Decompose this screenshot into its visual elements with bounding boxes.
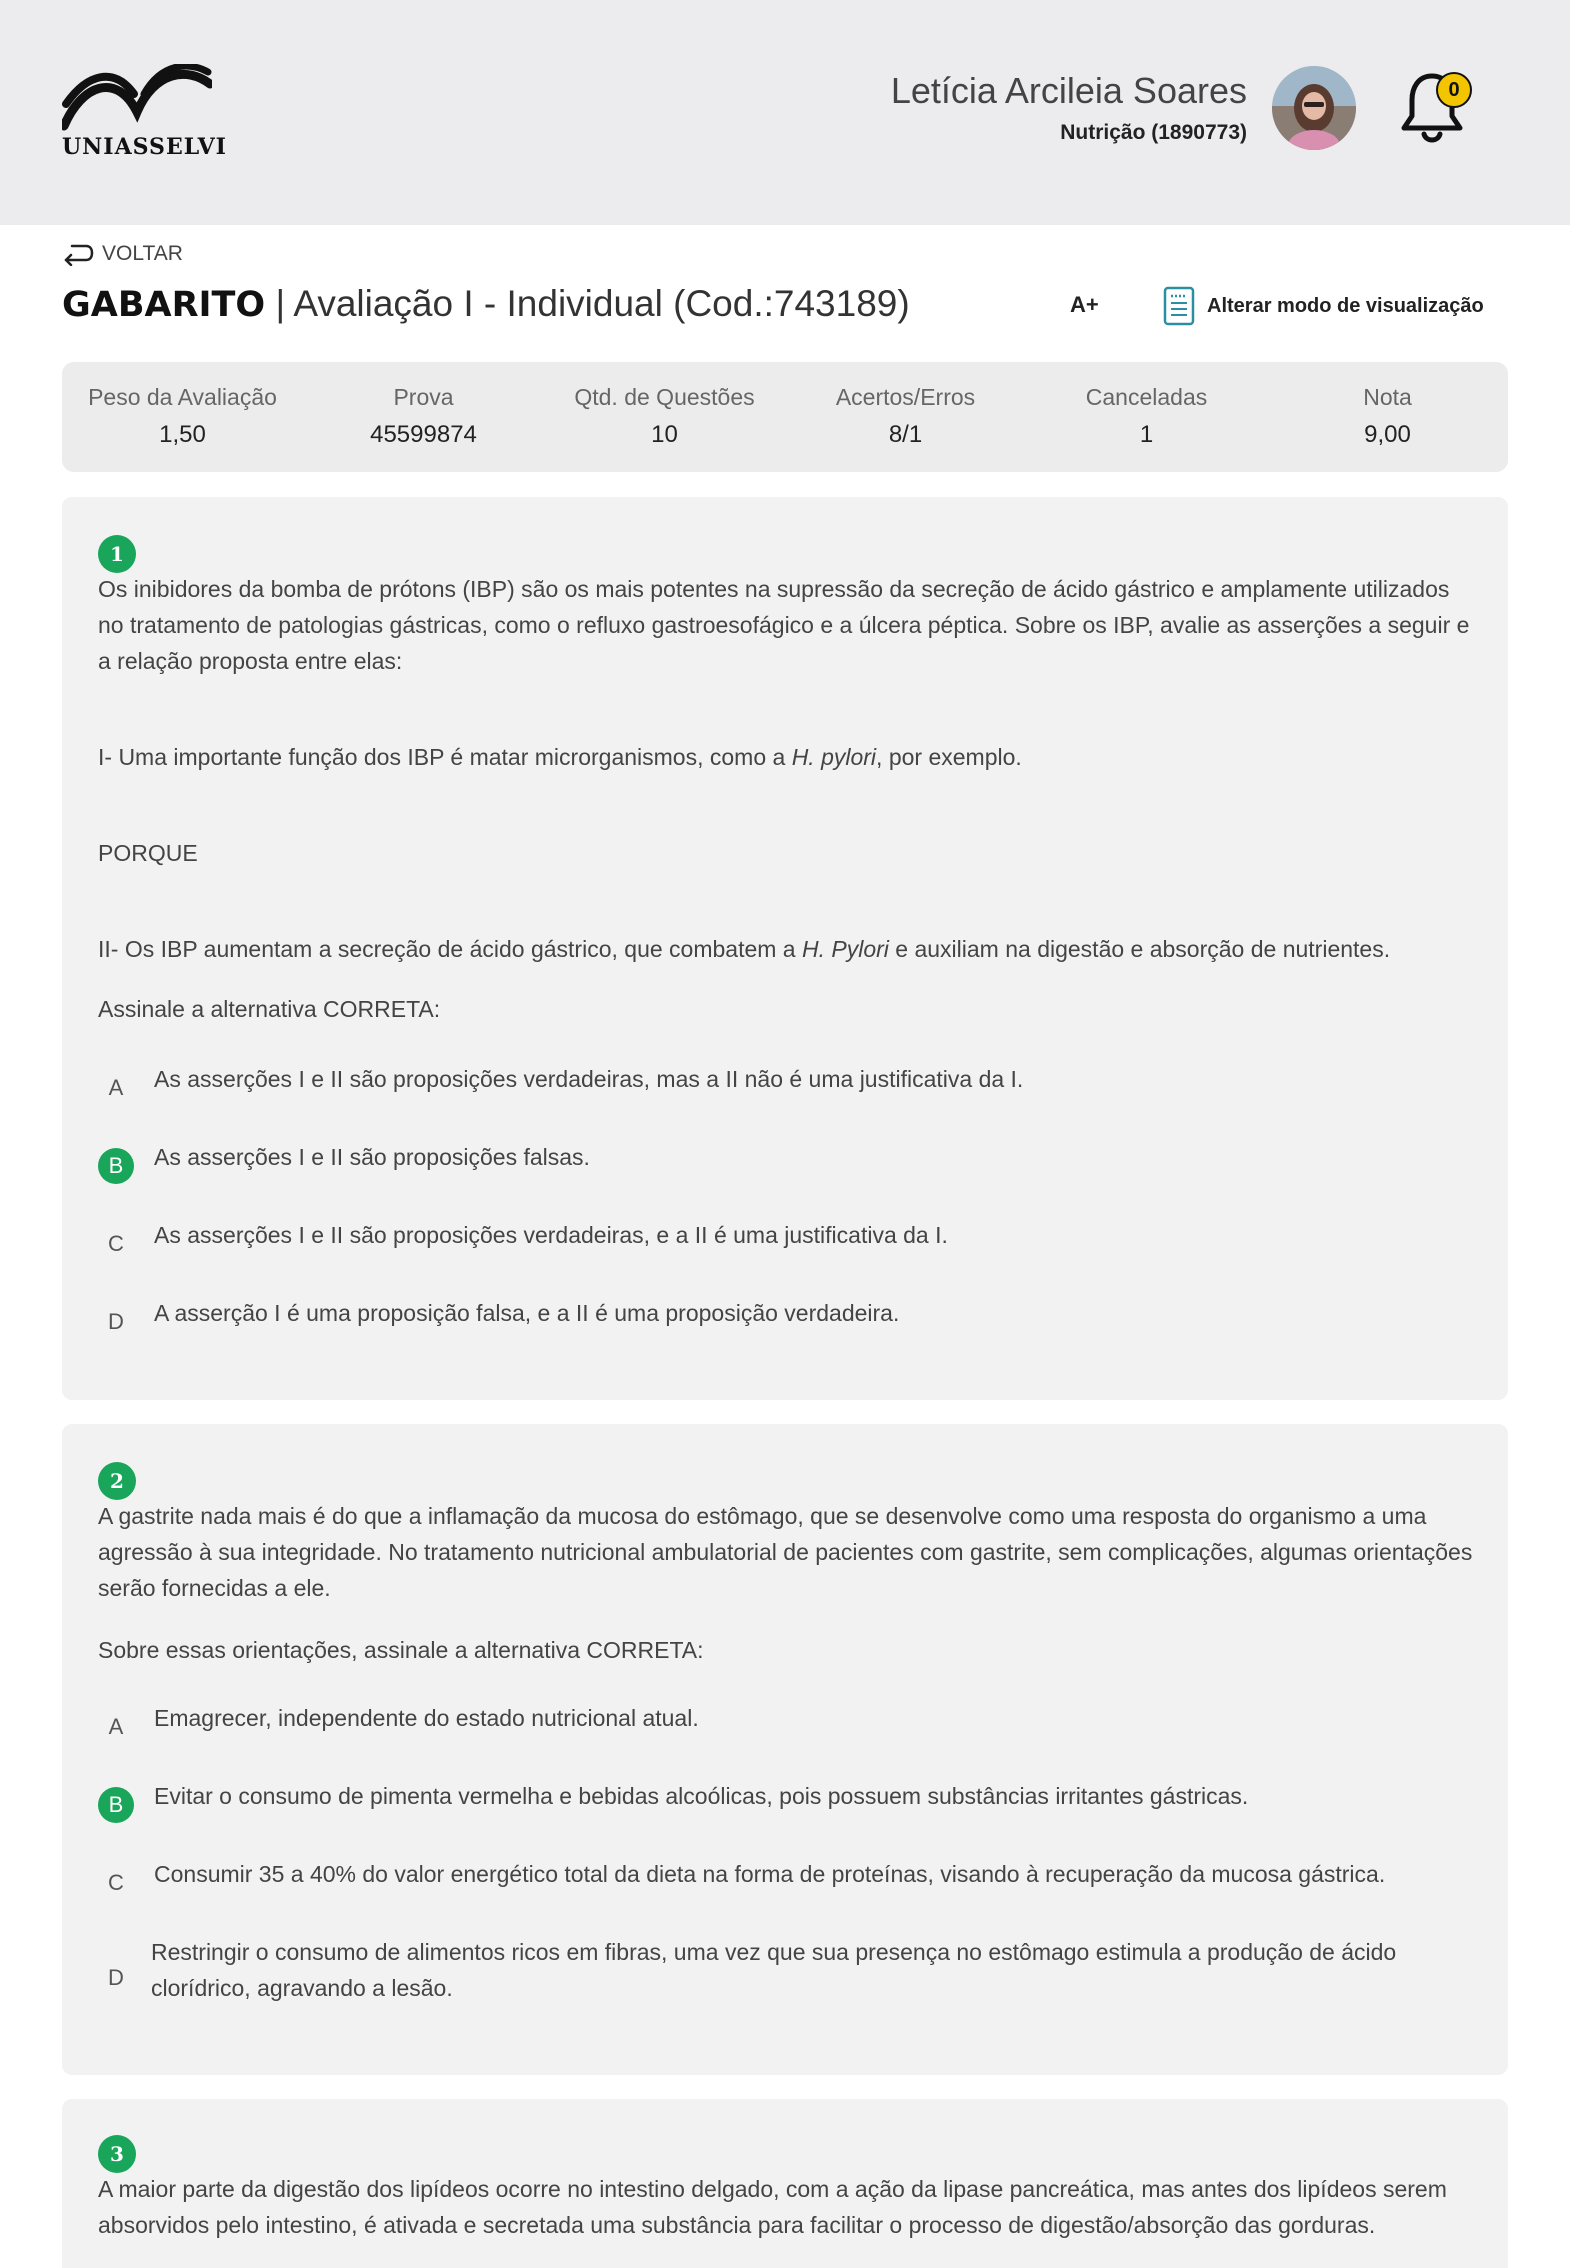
document-view-icon bbox=[1163, 286, 1195, 326]
summary-value: 8/1 bbox=[888, 421, 923, 448]
option-text: As asserções I e II são proposições verdadeiras, mas a II não é uma justificativa da I. bbox=[154, 1066, 1024, 1092]
page-title bbox=[62, 283, 910, 325]
summary-label: Prova bbox=[393, 384, 454, 410]
option-letter: D bbox=[108, 1965, 124, 1990]
option-text: Restringir o consumo de alimentos ricos em fibras, uma vez que sua presença no estômago estimula a produção de ácido clorídrico, agravando a lesão. bbox=[151, 1939, 1397, 2001]
summary-value: 9,00 bbox=[1364, 421, 1411, 448]
summary-label: Peso da Avaliação bbox=[88, 384, 277, 410]
summary-value: 10 bbox=[651, 421, 678, 448]
summary-item-hits bbox=[785, 362, 1026, 472]
option-letter-correct: B bbox=[98, 1148, 134, 1184]
question-prompt: Sobre essas orientações, assinale a alternativa CORRETA: bbox=[98, 1637, 704, 1663]
option-text: Evitar o consumo de pimenta vermelha e bebidas alcoólicas, pois possuem substâncias irritantes gástricas. bbox=[154, 1783, 1249, 1809]
summary-value: 1,50 bbox=[159, 421, 206, 448]
logo-wings-icon bbox=[62, 64, 212, 134]
page-title-rest: | Avaliação I - Individual (Cod.:743189) bbox=[265, 283, 910, 324]
question-number-badge: 3 bbox=[98, 2135, 136, 2173]
option-text: As asserções I e II são proposições falsas. bbox=[154, 1144, 590, 1170]
option-letter: D bbox=[108, 1309, 124, 1334]
page-title-strong: GABARITO bbox=[62, 285, 266, 325]
option-text: Consumir 35 a 40% do valor energético total da dieta na forma de proteínas, visando à recuperação da mucosa gástrica. bbox=[154, 1861, 1386, 1887]
summary-value: 45599874 bbox=[370, 421, 477, 448]
question-number-badge: 2 bbox=[98, 1462, 136, 1500]
option-letter-correct: B bbox=[98, 1787, 134, 1823]
summary-label: Canceladas bbox=[1085, 384, 1208, 410]
back-link[interactable] bbox=[62, 238, 183, 270]
return-arrow-icon bbox=[62, 242, 94, 266]
back-label: VOLTAR bbox=[102, 242, 183, 265]
increase-font-button[interactable]: A+ bbox=[1070, 292, 1099, 317]
user-course: Nutrição (1890773) bbox=[1060, 121, 1247, 144]
summary-item-exam bbox=[303, 362, 544, 472]
summary-label: Nota bbox=[1363, 384, 1412, 410]
avatar-photo-icon bbox=[1272, 66, 1356, 150]
view-mode-button[interactable] bbox=[1163, 286, 1484, 326]
question-card-1 bbox=[62, 497, 1508, 1400]
question-intro: Os inibidores da bomba de prótons (IBP) são os mais potentes na supressão da secreção de ácido gástrico e amplamente utilizados no tratamento de patologias gástricas, como o refluxo gastroesofágico e a úlcera péptica. Sobre os IBP, avalie as asserções a seguir e a relação proposta entre elas: bbox=[98, 576, 1470, 674]
site-header bbox=[0, 0, 1570, 225]
summary-item-grade bbox=[1267, 362, 1508, 472]
option-text: As asserções I e II são proposições verdadeiras, e a II é uma justificativa da I. bbox=[154, 1222, 948, 1248]
summary-item-questions bbox=[544, 362, 785, 472]
logo-text: UNIASSELVI bbox=[62, 134, 227, 160]
question-intro: A gastrite nada mais é do que a inflamação da mucosa do estômago, que se desenvolve como uma resposta do organismo a uma agressão à sua integridade. No tratamento nutricional ambulatorial de pacientes com gastrite, sem complicações, algumas orientações serão fornecidas a ele. bbox=[98, 1503, 1473, 1601]
question-assertion-1: I- Uma importante função dos IBP é matar microrganismos, como a H. pylori, por exemplo. bbox=[98, 744, 1022, 770]
option-text: A asserção I é uma proposição falsa, e a II é uma proposição verdadeira. bbox=[154, 1300, 900, 1326]
uniasselvi-logo[interactable] bbox=[62, 64, 227, 160]
question-intro: A maior parte da digestão dos lipídeos ocorre no intestino delgado, com a ação da lipase pancreática, mas antes dos lipídeos serem absorvidos pelo intestino, é ativada e secretada uma substância para facilitar o processo de digestão/absorção das gorduras. bbox=[98, 2176, 1447, 2238]
summary-item-weight bbox=[62, 362, 303, 472]
user-name: Letícia Arcileia Soares bbox=[890, 70, 1247, 111]
option-letter: A bbox=[108, 1075, 124, 1100]
option-letter: C bbox=[108, 1231, 124, 1256]
question-connector: PORQUE bbox=[98, 840, 198, 866]
option-text: Emagrecer, independente do estado nutricional atual. bbox=[154, 1705, 699, 1731]
question-prompt: Assinale a alternativa CORRETA: bbox=[98, 996, 441, 1022]
notification-count-badge[interactable]: 0 bbox=[1436, 72, 1472, 108]
summary-label: Qtd. de Questões bbox=[574, 384, 755, 410]
summary-label: Acertos/Erros bbox=[835, 384, 976, 410]
question-assertion-2: II- Os IBP aumentam a secreção de ácido gástrico, que combatem a H. Pylori e auxiliam na digestão e absorção de nutrientes. bbox=[98, 936, 1391, 962]
option-letter: C bbox=[108, 1870, 124, 1895]
question-number-badge: 1 bbox=[98, 535, 136, 573]
question-card-2 bbox=[62, 1424, 1508, 2075]
exam-summary bbox=[62, 362, 1508, 472]
view-mode-label: Alterar modo de visualização bbox=[1207, 294, 1484, 317]
option-letter: A bbox=[108, 1714, 124, 1739]
summary-item-canceled bbox=[1026, 362, 1267, 472]
avatar[interactable] bbox=[1272, 66, 1356, 150]
question-card-3 bbox=[62, 2099, 1508, 2268]
summary-value: 1 bbox=[1139, 421, 1154, 448]
